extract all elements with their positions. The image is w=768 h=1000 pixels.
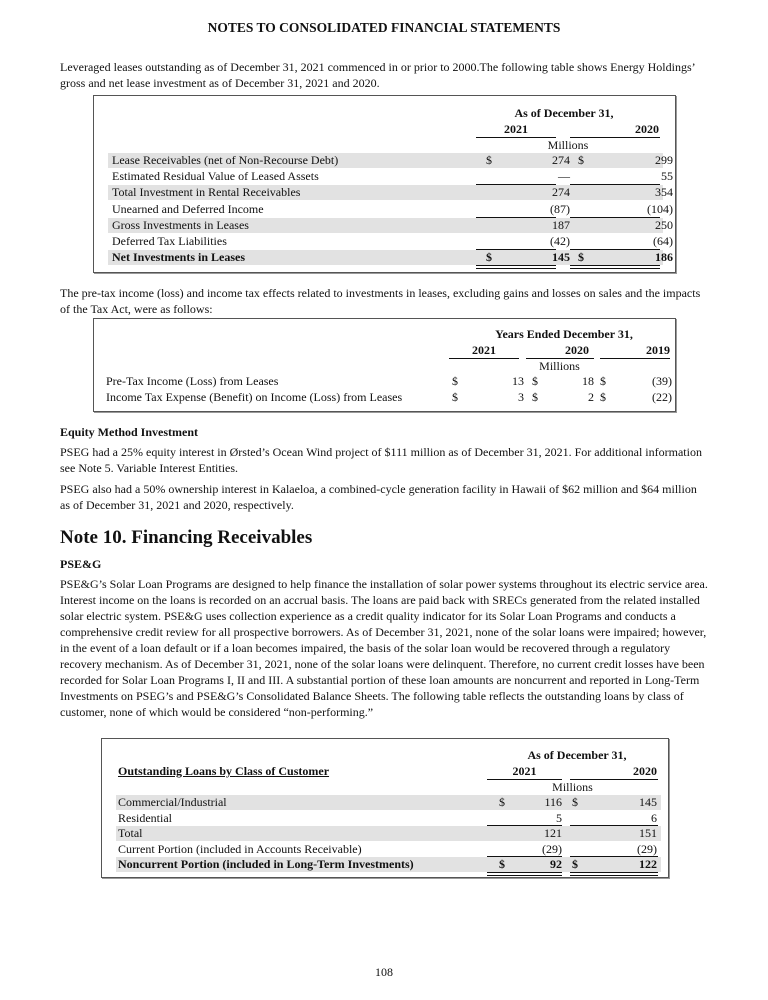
row-value: (87)	[550, 201, 570, 216]
table2-year-2019: 2019	[646, 343, 670, 357]
equity-paragraph-1: PSEG had a 25% equity interest in Ørsted’s Ocean Wind project of $111 million as of December 31, 2021. For additional information see Note 5. Variable Interest Entities.	[60, 445, 702, 475]
row-value: 151	[639, 826, 657, 840]
double-underline	[570, 872, 658, 876]
underline	[487, 825, 562, 826]
row-value: —	[558, 169, 570, 184]
row-label: Commercial/Industrial	[118, 795, 227, 809]
row-label: Noncurrent Portion (included in Long-Term Investments)	[118, 857, 414, 871]
row-label: Gross Investments in Leases	[112, 217, 249, 232]
dollar-sign: $	[532, 390, 538, 404]
row-value: 116	[544, 795, 562, 809]
row-value: 3	[518, 390, 524, 404]
table3-units: Millions	[552, 780, 593, 794]
underline	[570, 184, 660, 185]
row-label: Income Tax Expense (Benefit) on Income (Loss) from Leases	[106, 390, 403, 404]
row-value: (64)	[653, 234, 673, 248]
row-value: (104)	[647, 201, 673, 216]
row-value: 121	[544, 826, 562, 840]
pretax-paragraph: The pre-tax income (loss) and income tax effects related to investments in leases, excluding gains and losses on sales and the impacts of the Tax Act, were as follows:	[60, 286, 701, 316]
row-value: (29)	[542, 841, 562, 856]
dollar-sign: $	[572, 795, 578, 809]
table-row	[116, 842, 661, 857]
row-label: Net Investments in Leases	[112, 250, 245, 265]
table2-units: Millions	[539, 359, 580, 373]
table-row	[108, 185, 673, 200]
dollar-sign: $	[532, 374, 538, 388]
row-value: (29)	[637, 841, 657, 856]
table-row	[108, 201, 673, 217]
table3-year-2020: 2020	[633, 764, 657, 778]
row-value: (42)	[550, 234, 570, 248]
row-label: Deferred Tax Liabilities	[112, 234, 227, 248]
row-value: 274	[552, 185, 570, 200]
row-value: 2	[588, 390, 594, 404]
underline	[570, 856, 658, 857]
row-value: 187	[552, 217, 570, 232]
row-label: Total Investment in Rental Receivables	[112, 185, 301, 200]
table-row	[102, 374, 672, 389]
table1-year-2020: 2020	[635, 122, 659, 136]
note-heading: Note 10. Financing Receivables	[60, 527, 313, 548]
underline	[476, 184, 556, 185]
table1-header: As of December 31,	[514, 106, 614, 120]
row-value: 145	[639, 795, 657, 809]
row-value: 354	[655, 185, 673, 200]
row-label: Lease Receivables (net of Non-Recourse Debt)	[112, 153, 339, 167]
table-row	[108, 250, 673, 265]
lease-investment-table	[93, 95, 676, 273]
dollar-sign: $	[486, 153, 492, 167]
underline	[570, 249, 660, 250]
row-label: Pre-Tax Income (Loss) from Leases	[106, 374, 279, 388]
underline	[570, 825, 658, 826]
double-underline	[487, 872, 562, 876]
dollar-sign: $	[578, 250, 584, 265]
table3-year-2021: 2021	[512, 764, 537, 778]
dollar-sign: $	[578, 153, 584, 167]
table2-year-2020: 2020	[565, 343, 589, 357]
table-row	[108, 169, 673, 184]
dollar-sign: $	[452, 374, 458, 388]
row-value: 299	[655, 153, 673, 167]
dollar-sign: $	[499, 857, 505, 871]
underline	[476, 249, 556, 250]
row-value: 13	[512, 374, 524, 388]
row-value: (39)	[652, 374, 672, 388]
pseg-heading: PSE&G	[60, 557, 102, 571]
row-value: 92	[550, 857, 562, 871]
table2-header: Years Ended December 31,	[495, 327, 633, 341]
row-value: 18	[582, 374, 594, 388]
row-value: 186	[655, 250, 673, 265]
equity-heading: Equity Method Investment	[60, 425, 199, 439]
row-label: Current Portion (included in Accounts Receivable)	[118, 841, 362, 856]
dollar-sign: $	[572, 857, 578, 871]
row-label: Estimated Residual Value of Leased Assets	[112, 169, 319, 184]
double-underline	[570, 265, 660, 269]
row-value: 145	[552, 250, 570, 265]
table-row	[108, 217, 673, 233]
table1-year-2021: 2021	[504, 122, 528, 136]
row-value: 250	[655, 217, 673, 232]
row-value: 6	[651, 810, 657, 825]
table3-header: As of December 31,	[527, 748, 627, 762]
table1-units: Millions	[547, 138, 589, 152]
table-row	[116, 857, 661, 872]
dollar-sign: $	[600, 390, 606, 404]
underline	[487, 856, 562, 857]
table-row	[116, 795, 661, 810]
solar-loan-paragraph: PSE&G’s Solar Loan Programs are designed to help finance the installation of solar power systems throughout its electric service area. Interest income on the loans is recorded on an accrual basis. The loans are paid back with SRECs generated from the related installed solar electric system. PSE&G uses collection experience as a credit quality indicator for its Solar Loan Programs and conducts a comprehensive credit review for all prospective borrowers. As of December 31, 2021, none of the solar loans were impaired; however, in the event of a loan default or if a loan becomes impaired, the basis of the solar loan would be recovered through a regulatory recovery mechanism. As of December 31, 2021, none of the solar loans were delinquent. Therefore, no current credit losses have been recorded for Solar Loan Programs I, II and III. A substantial portion of these loan amounts are noncurrent and reported in Long-Term Investments on PSEG’s and PSE&G’s Consolidated Balance Sheets. The following table reflects the outstanding loans by class of customer, none of which would be considered “non-performing.”	[60, 577, 708, 719]
page-number: 108	[375, 965, 393, 979]
table-row	[116, 826, 661, 841]
intro-paragraph: Leveraged leases outstanding as of December 31, 2021 commenced in or prior to 2000.The following table shows Energy Holdings’ gross and net lease investment as of December 31, 2021 and 2020.	[60, 60, 695, 90]
dollar-sign: $	[600, 374, 606, 388]
table3-title: Outstanding Loans by Class of Customer	[118, 764, 330, 778]
row-value: 5	[556, 810, 562, 825]
underline	[570, 217, 660, 218]
table-row	[116, 811, 661, 826]
double-underline	[476, 265, 556, 269]
table-row	[108, 234, 673, 249]
row-label: Total	[118, 826, 143, 840]
lease-income-table	[93, 318, 676, 412]
row-value: (22)	[652, 390, 672, 404]
dollar-sign: $	[452, 390, 458, 404]
table2-year-2021: 2021	[472, 343, 496, 357]
page-title: NOTES TO CONSOLIDATED FINANCIAL STATEMENTS	[207, 20, 561, 35]
row-label: Unearned and Deferred Income	[112, 201, 264, 216]
row-value: 55	[661, 169, 673, 184]
table-row	[108, 153, 673, 168]
equity-paragraph-2: PSEG also had a 50% ownership interest in Kalaeloa, a combined-cycle generation facility in Hawaii of $62 million and $64 million as of December 31, 2021 and 2020, respectively.	[60, 482, 697, 512]
row-value: 122	[639, 857, 657, 871]
dollar-sign: $	[486, 250, 492, 265]
row-value: 274	[552, 153, 570, 167]
underline	[476, 217, 556, 218]
table-row	[102, 390, 672, 405]
dollar-sign: $	[499, 795, 505, 809]
row-label: Residential	[118, 810, 172, 825]
outstanding-loans-table	[101, 738, 669, 878]
